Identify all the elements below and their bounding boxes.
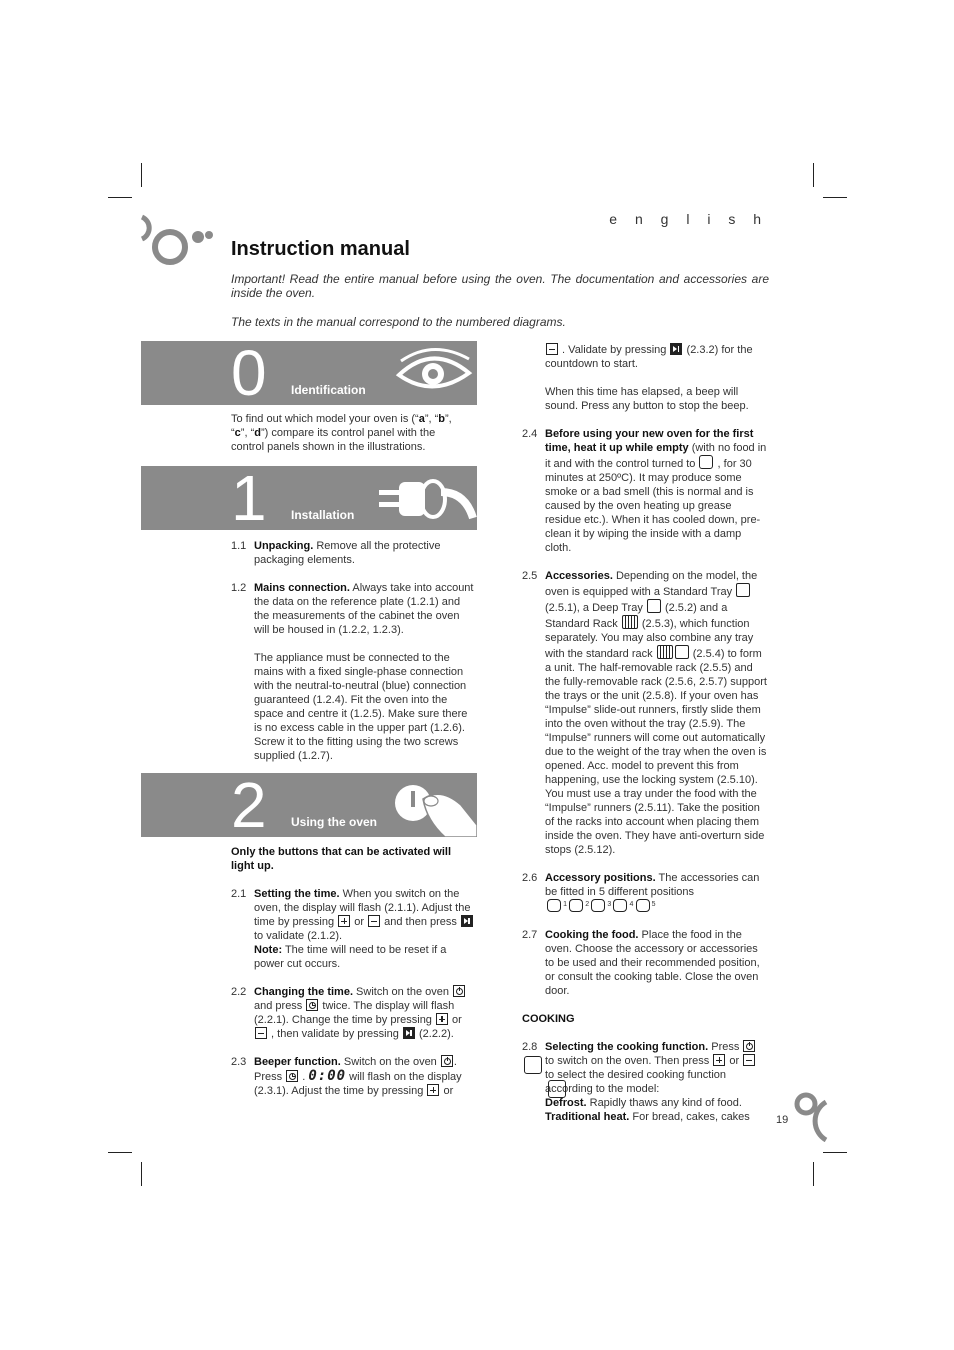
clock-key-icon [286, 1070, 298, 1082]
power-key-icon [743, 1040, 755, 1052]
crop-mark [141, 163, 142, 187]
eye-icon [391, 347, 475, 399]
section-banner-identification [141, 341, 477, 405]
validate-key-icon [670, 343, 682, 355]
traditional-heat-function-icon [548, 1080, 566, 1098]
intro-important: Important! Read the entire manual before using the oven. The documentation and accessories are inside the oven. [231, 272, 769, 300]
validate-key-icon [461, 915, 473, 927]
accessory-position-icon: 2 [569, 899, 583, 912]
accessory-position-icon: 1 [547, 899, 561, 912]
power-key-icon [441, 1055, 453, 1067]
language-label: e n g l i s h [609, 211, 768, 227]
subsection-2-4: 2.4 Before using your new oven for the first time, heat it up while empty (with no food in it and with the control turned to , for 30 minutes at 250ºC). It may produce some smoke or a bad smell (this is normal and is caused by the oven heating up grease residue etc.). When it has cooled down, pre-clean it by wiping the inside with a damp cloth. [522, 428, 767, 554]
footer-logo-icon [794, 1090, 828, 1142]
finger-press-icon [391, 779, 477, 837]
right-column [522, 343, 768, 1124]
page-title: Instruction manual [231, 238, 410, 260]
validate-key-icon [403, 1027, 415, 1039]
section-number: 2 [231, 773, 267, 837]
using-the-oven-section [231, 845, 477, 1112]
section-label: Identification [291, 383, 366, 397]
section-banner-installation [141, 466, 477, 530]
crop-mark [823, 197, 847, 198]
section-label: Installation [291, 508, 355, 522]
crop-mark [108, 197, 132, 198]
deep-tray-icon [647, 599, 661, 613]
crop-mark [108, 1152, 132, 1153]
standard-tray-icon [675, 645, 689, 659]
power-key-icon [453, 985, 465, 997]
crop-mark [813, 1162, 814, 1186]
section-number: 1 [231, 466, 267, 530]
minus-key-icon [255, 1027, 267, 1039]
subsection-2-8: 2.8 Selecting the cooking function. Press to switch on the oven. Then press or to select the desired cooking function according to the model: Defrost. Rapidly thaws any kind of food. Traditional heat. For bread, cakes, cakes [522, 1040, 768, 1124]
plus-key-icon [338, 915, 350, 927]
subsection-2-6: 2.6 Accessory positions. The accessories can be fitted in 5 different positions 1 2 3 4 5 [522, 871, 768, 914]
section-number: 0 [231, 341, 267, 405]
plug-icon [375, 474, 477, 526]
oven-function-icon [699, 455, 713, 469]
accessory-position-icon: 4 [613, 899, 627, 912]
standard-tray-icon [736, 583, 750, 597]
intro-diagrams-note: The texts in the manual correspond to the numbered diagrams. [231, 315, 566, 329]
plus-key-icon [436, 1013, 448, 1025]
subsection-2-5: 2.5 Accessories. Depending on the model, the oven is equipped with a Standard Tray (2.5.1), a Deep Tray (2.5.2) and a Standard Rack (2.5.3), which function separately. You may also combine any tray with the standard rack (2.5.4) to form a unit. The half-removable rack (2.5.5) and the fully-removable rack (2.5.6, 2.5.7) support the trays or the unit (2.5.8). If your oven has “Impulse” slide-out runners, firstly slide them into the oven without the tray (2.5.9). The “Impulse” runners will come out automatically due to the weight of the tray when the oven is opened. Acc. model to prevent this from happening, use the locking system (2.5.10). You must use a tray under the food with the “Impulse” runners (2.5.11). Take the position of the racks into account when placing them inside the oven. They have anti-overturn side stops (2.5.12). [522, 570, 767, 856]
defrost-function-icon [524, 1056, 542, 1074]
subsection-1-2: 1.2 Mains connection. Always take into account the data on the reference plate (1.2.1) and the measurements of the cabinet the oven will be housed in (1.2.2, 1.2.3). The appliance must be connected to the mains with a fixed single-phase connection with the neutral-to-neutral (blue) connection guaranteed (1.2.4). Fit the oven into the space and centre it (1.2.5). Make sure there is no excess cable in the upper part (1.2.6). Screw it to the fitting using the two screws supplied (1.2.7). [231, 582, 474, 762]
using-lead: Only the buttons that can be activated will light up. [231, 846, 452, 872]
brand-logo-icon [138, 213, 216, 271]
plus-key-icon [427, 1084, 439, 1096]
crop-mark [813, 163, 814, 187]
standard-rack-icon [657, 645, 673, 659]
beeper-continued: . Validate by pressing (2.3.2) for the countdown to start. [545, 344, 753, 370]
accessory-position-icon: 3 [591, 899, 605, 912]
subsection-2-1: 2.1 Setting the time. When you switch on the oven, the display will flash (2.1.1). Adjust the time by pressing or and then press to validate (2.1.2). Note: The time will need to be reset if a power cut occurs. [231, 887, 477, 971]
clock-key-icon [306, 999, 318, 1011]
minus-key-icon [546, 343, 558, 355]
section-banner-using-the-oven [141, 773, 477, 837]
subsection-2-3: 2.3 Beeper function. Switch on the oven . Press . 0:00 will flash on the display (2.3.1). Adjust the time by pressing or [231, 1056, 462, 1097]
crop-mark [823, 1152, 847, 1153]
page-number: 19 [776, 1114, 789, 1126]
accessory-position-icon: 5 [636, 899, 650, 912]
plus-key-icon [713, 1054, 725, 1066]
display-readout: 0:00 [308, 1068, 347, 1084]
standard-rack-icon [622, 615, 638, 629]
subsection-2-2: 2.2 Changing the time. Switch on the oven and press twice. The display will flash (2.2.1). Change the time by pressing or , then validate by pressing (2.2.2). [231, 985, 477, 1041]
beeper-end-note: When this time has elapsed, a beep will sound. Press any button to stop the beep. [545, 386, 749, 412]
cooking-heading: COOKING [522, 1013, 575, 1025]
crop-mark [141, 1162, 142, 1186]
minus-key-icon [368, 915, 380, 927]
identification-text: To find out which model your oven is (“a”, “b”, “c”, “d”) compare its control panel with the control panels shown in the illustrations. [231, 413, 452, 453]
minus-key-icon [743, 1054, 755, 1066]
subsection-1-1: 1.1 Unpacking. Remove all the protective packaging elements. [231, 540, 441, 566]
subsection-2-7: 2.7 Cooking the food. Place the food in the oven. Choose the accessory or accessories to be used and their recommended position, or consult the cooking table. Close the oven door. [522, 929, 760, 997]
installation-section [231, 539, 477, 777]
section-label: Using the oven [291, 815, 378, 829]
